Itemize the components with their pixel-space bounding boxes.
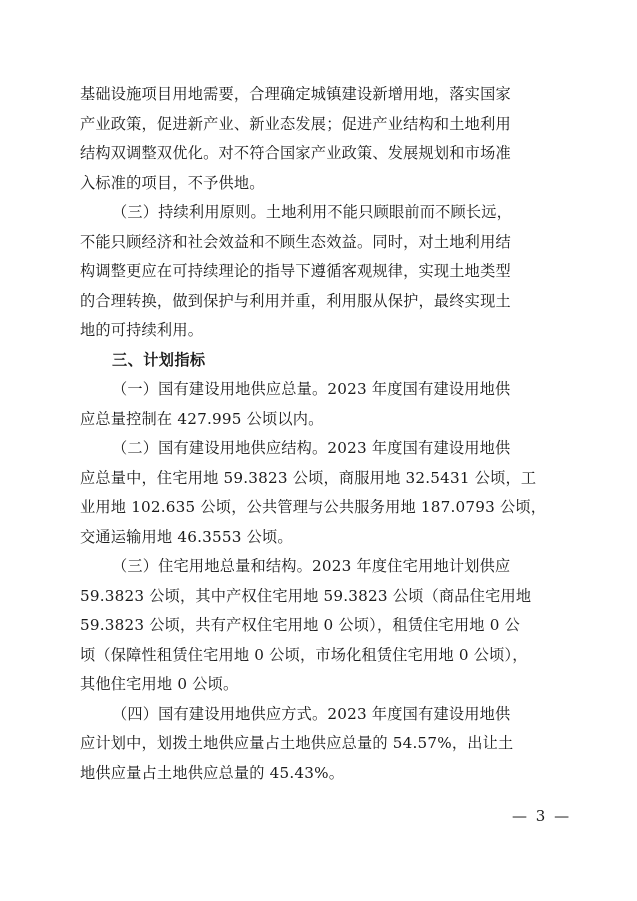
text-line: 应总量控制在 427.995 公顷以内。 [80, 409, 324, 428]
text-line: 业用地 102.635 公顷，公共管理与公共服务用地 187.0793 公顷， [80, 498, 547, 516]
text-line: 59.3823 公顷，其中产权住宅用地 59.3823 公顷（商品住宅用地 [80, 586, 532, 605]
text-line: 基础设施项目用地需要，合理确定城镇建设新增用地，落实国家 [80, 85, 511, 103]
paragraph-infrastructure [80, 80, 562, 198]
page-number: — 3 — [512, 807, 572, 825]
text-line: 应总量中，住宅用地 59.3823 公顷，商服用地 32.5431 公顷，工 [80, 468, 537, 487]
text-line: 不能只顾经济和社会效益和不顾生态效益。同时，对土地利用结 [80, 232, 511, 251]
text-line: （一）国有建设用地供应总量。2023 年度国有建设用地供 [112, 380, 511, 398]
paragraph-supply-method [80, 700, 562, 789]
paragraph-supply-structure [80, 434, 562, 552]
text-line: 应计划中，划拨土地供应量占土地供应总量的 54.57%，出让土 [80, 734, 514, 752]
paragraph-residential-land [80, 552, 562, 700]
text-line: 的合理转换，做到保护与利用并重，利用服从保护，最终实现土 [80, 291, 511, 310]
text-line: 其他住宅用地 0 公顷。 [80, 675, 239, 693]
text-line: （三）持续利用原则。土地利用不能只顾眼前而不顾长远， [112, 203, 513, 221]
document-body [80, 80, 562, 788]
text-line: （三）住宅用地总量和结构。2023 年度住宅用地计划供应 [112, 557, 511, 575]
text-line: 地供应量占土地供应总量的 45.43%。 [80, 763, 345, 782]
text-line: （二）国有建设用地供应结构。2023 年度国有建设用地供 [112, 439, 511, 457]
text-line: 地的可持续利用。 [80, 321, 204, 339]
text-line: 59.3823 公顷，共有产权住宅用地 0 公顷），租赁住宅用地 0 公 [80, 616, 520, 634]
text-line: 顷（保障性租赁住宅用地 0 公顷，市场化租赁住宅用地 0 公顷）， [80, 645, 528, 664]
text-line: 产业政策，促进新产业、新业态发展；促进产业结构和土地利用 [80, 114, 511, 133]
section-heading-plan-indicators: 三、计划指标 [112, 350, 206, 369]
text-line: 交通运输用地 46.3553 公顷。 [80, 527, 293, 546]
paragraph-supply-total [80, 375, 562, 434]
paragraph-sustainable-use [80, 198, 562, 346]
text-line: 入标准的项目，不予供地。 [80, 173, 265, 192]
text-line: 结构双调整双优化。对不符合国家产业政策、发展规划和市场准 [80, 144, 511, 162]
text-line: 构调整更应在可持续理论的指导下遵循客观规律，实现土地类型 [80, 262, 511, 280]
text-line: （四）国有建设用地供应方式。2023 年度国有建设用地供 [112, 704, 511, 723]
